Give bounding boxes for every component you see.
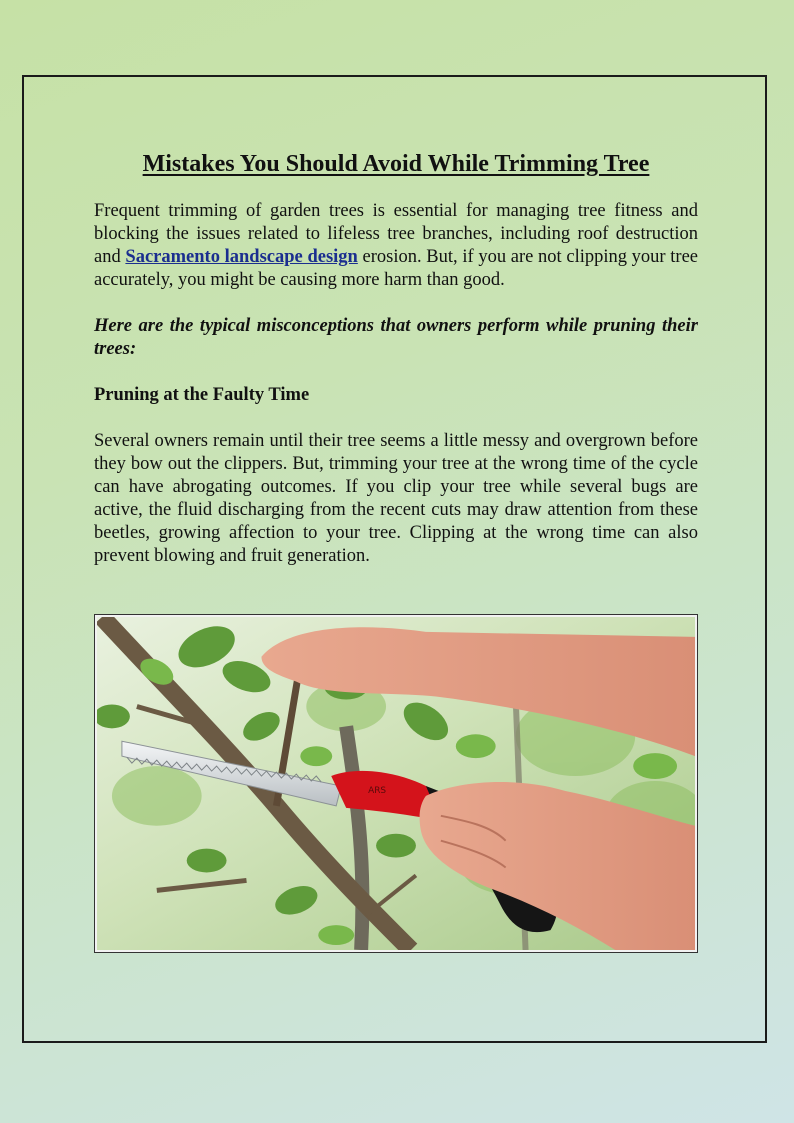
pruning-saw-photo bbox=[94, 614, 698, 953]
intro-text-start: Frequent trimming of garden trees is essential for managing tree fitness and blocking the issues related to lifeless tree branches, including roof destruction and bbox=[94, 201, 698, 267]
lead-statement: Here are the typical misconceptions that owners perform while pruning their trees: bbox=[94, 316, 698, 359]
sacramento-landscape-design-link[interactable]: Sacramento landscape design bbox=[125, 247, 358, 267]
intro-text-end: erosion. But, if you are not clipping your tree accurately, you might be causing more harm than good. bbox=[94, 247, 698, 290]
page-title: Mistakes You Should Avoid While Trimming Tree bbox=[142, 151, 650, 177]
article-body bbox=[94, 148, 698, 591]
section-paragraph: Several owners remain until their tree seems a little messy and overgrown before they bow out the clippers. But, trimming your tree at the wrong time of the cycle can have abrogating outcomes. If you clip your tree while several bugs are active, the fluid discharging from the recent cuts may draw attention from these beetles, growing affection to your tree. Clipping at the wrong time can also prevent blowing and fruit generation. bbox=[94, 431, 698, 566]
pruning-saw-illustration bbox=[97, 617, 695, 950]
saw-brand-text: ARS bbox=[368, 785, 387, 796]
section-heading: Pruning at the Faulty Time bbox=[94, 385, 310, 405]
intro-paragraph bbox=[94, 200, 698, 292]
